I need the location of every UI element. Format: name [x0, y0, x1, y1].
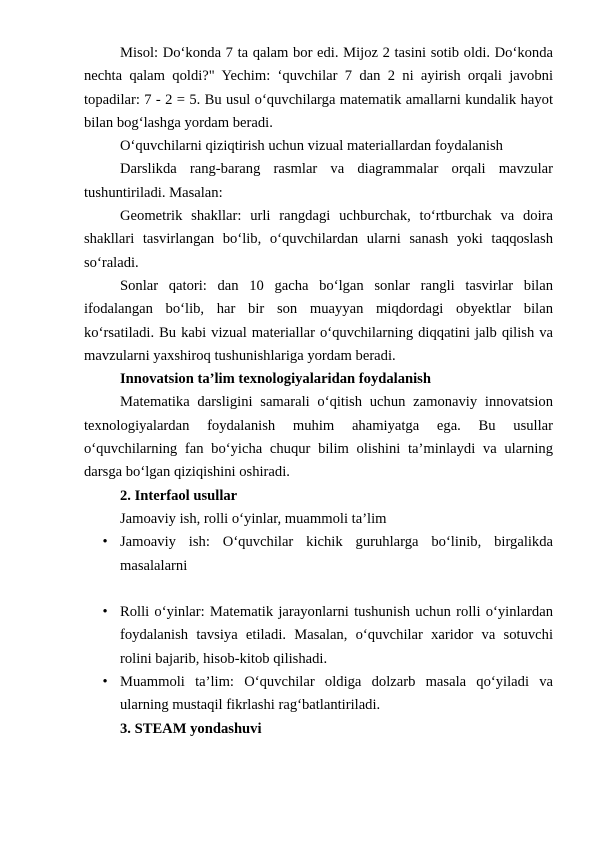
paragraph-number-line: Sonlar qatori: dan 10 gacha bo‘lgan sonlar rangli tasvirlar bilan ifodalangan bo‘lib, har bir son muayyan miqdordagi obyektlar bilan ko‘rsatiladi. Bu kabi vizual materiallar o‘quvchilarning diqqatini jalb qilish va mavzularni yaxshiroq tushunishlariga yordam beradi.: [84, 277, 553, 364]
section-heading-interactive-methods: 2. Interfaol usullar: [120, 487, 238, 504]
list-item-text: Rolli o‘yinlar: Matematik jarayonlarni tushunish uchun rolli o‘yinlardan foydalanish tavsiya etiladi. Masalan, o‘quvchilar xaridor va sotuvchi rolini bajarib, hisob-kitob qilishadi.: [120, 604, 553, 667]
paragraph-geometric-shapes: Geometrik shakllar: urli rangdagi uchburchak, to‘rtburchak va doira shakllari tasvirlangan bo‘lib, o‘quvchilardan ularni sanash yoki taqqoslash so‘raladi.: [84, 208, 553, 271]
list-item-text: Jamoaviy ish: O‘quvchilar kichik guruhlarga bo‘linib, birgalikda masalalarni: [120, 534, 553, 574]
bullet-icon: •: [102, 534, 108, 551]
document-body: [84, 42, 553, 741]
paragraph-visual-materials-heading: O‘quvchilarni qiziqtirish uchun vizual materiallardan foydalanish: [120, 138, 503, 155]
list-item-teamwork: [84, 531, 553, 578]
section-heading-innovative-technologies: Innovatsion ta’lim texnologiyalaridan foydalanish: [120, 371, 431, 388]
bullet-icon: •: [102, 674, 108, 691]
paragraph-textbook-illustrations: Darslikda rang-barang rasmlar va diagrammalar orqali mavzular tushuntiriladi. Masalan:: [84, 161, 553, 201]
paragraph-innovative-technologies: Matematika darsligini samarali o‘qitish uchun zamonaviy innovatsion texnologiyalardan foydalanish muhim ahamiyatga ega. Bu usullar o‘quvchilarning fan bo‘yicha chuqur bilim olishini ta’minlaydi va ularning darsga bo‘lgan qiziqishini oshiradi.: [84, 394, 553, 481]
bullet-list-methods: [84, 531, 553, 717]
list-item-text: Muammoli ta’lim: O‘quvchilar oldiga dolzarb masala qo‘yiladi va ularning mustaqil fikrlashi rag‘batlantiriladi.: [120, 674, 553, 714]
list-item-problem-based-learning: [84, 671, 553, 718]
paragraph-example: Misol: Do‘konda 7 ta qalam bor edi. Mijoz 2 tasini sotib oldi. Do‘konda nechta qalam qoldi?" Yechim: ‘quvchilar 7 dan 2 ni ayirish orqali javobni topadilar: 7 - 2 = 5. Bu usul o‘quvchilarga matematik amallarni kundalik hayot bilan bog‘lashga yordam beradi.: [84, 45, 553, 131]
section-heading-steam-approach: 3. STEAM yondashuvi: [120, 720, 262, 737]
bullet-icon: •: [102, 604, 108, 621]
list-item-role-play: [84, 601, 553, 671]
paragraph-interactive-methods-list: Jamoaviy ish, rolli o‘yinlar, muammoli ta’lim: [120, 510, 387, 527]
